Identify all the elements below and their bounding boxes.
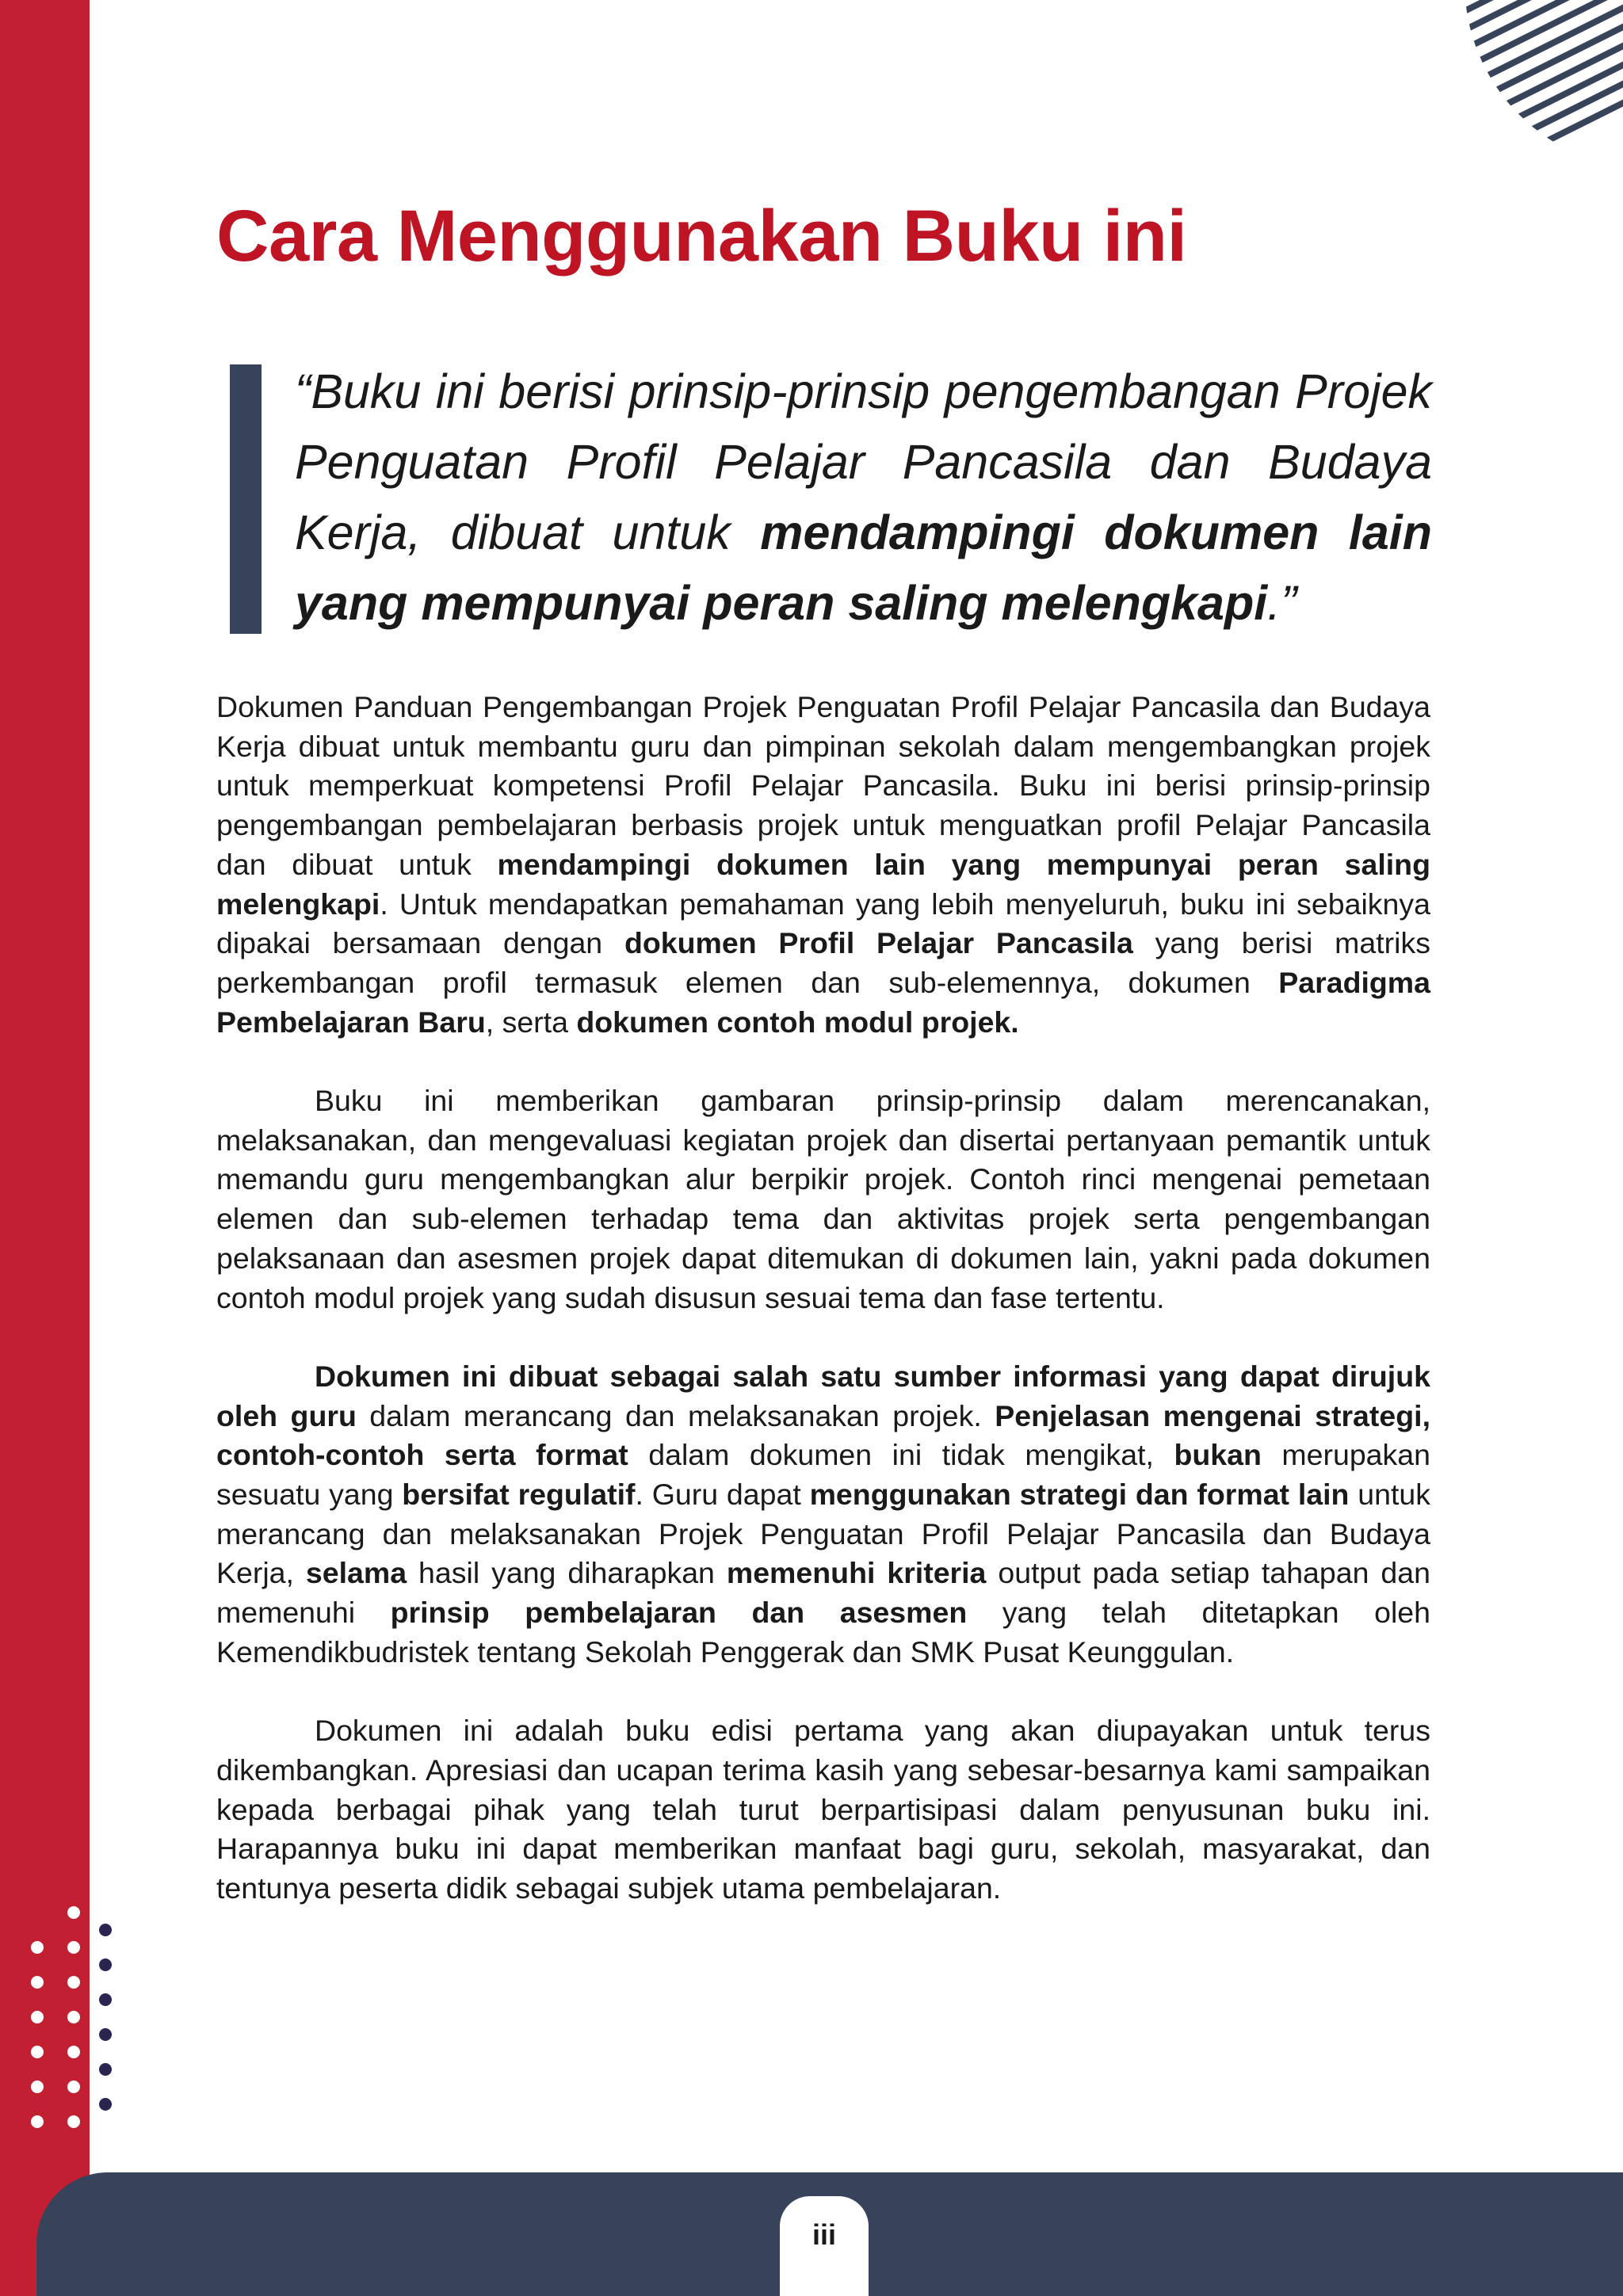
paragraph-3-emphasis: menggunakan strategi dan format lain (809, 1478, 1350, 1512)
pull-quote (295, 357, 1432, 639)
paragraph-3-emphasis: prinsip pembelajaran dan asesmen (390, 1596, 968, 1630)
paragraph-1-emphasis: dokumen Profil Pelajar Pancasila (624, 926, 1133, 960)
paragraph-2: Buku ini memberikan gambaran prinsip-prinsip dalam merencanakan, melaksanakan, dan mengevaluasi kegiatan projek dan disertai pertanyaan pemantik untuk memandu guru mengembangkan alur berpikir projek. Contoh rinci mengenai pemetaan elemen dan sub-elemen terhadap tema dan aktivitas projek serta pengembangan pelaksanaan dan asesmen projek dapat ditemukan di dokumen lain, yakni pada dokumen contoh modul projek yang sudah disusun sesuai tema dan fase tertentu. (216, 1084, 1430, 1314)
paragraph-1-emphasis: Paradigma Pembelajaran Baru (216, 965, 1430, 1039)
paragraph-3-emphasis: Penjelasan mengenai strategi, contoh-contoh serta format (216, 1398, 1430, 1472)
paragraph-3-emphasis: bukan (1174, 1438, 1262, 1472)
page-title: Cara Menggunakan Buku ini (216, 196, 1187, 277)
paragraph-4: Dokumen ini adalah buku edisi pertama yang akan diupayakan untuk terus dikembangkan. Apresiasi dan ucapan terima kasih yang sebesar-besarnya kami sampaikan kepada berbagai pihak yang telah turut berpartisipasi dalam penyusunan buku ini. Harapannya buku ini dapat memberikan manfaat bagi guru, sekolah, masyarakat, dan tentunya peserta didik sebagai subjek utama pembelajaran. (216, 1714, 1430, 1905)
quote-close: .” (1267, 576, 1297, 630)
paragraph-3-emphasis: bersifat regulatif (402, 1478, 636, 1512)
paragraph-3-emphasis: memenuhi kriteria (726, 1556, 987, 1590)
quote-accent-bar (230, 364, 262, 634)
striped-circle-decoration (1465, 0, 1623, 178)
paragraph-3-text: merupakan sesuatu yang (216, 1438, 1430, 1512)
quote-text: “Buku ini berisi prinsip-prinsip pengembangan Projek Penguatan Profil Pelajar Pancasila dan Budaya Kerja, dibuat untuk (295, 364, 1432, 559)
paragraph-1-text: Dokumen Panduan Pengembangan Projek Penguatan Profil Pelajar Pancasila dan Budaya Kerja dibuat untuk membantu guru dan pimpinan sekolah dalam mengembangkan projek untuk memperkuat kompetensi Profil Pelajar Pancasila. Buku ini berisi prinsip-prinsip pengembangan pembelajaran berbasis projek untuk menguatkan profil Pelajar Pancasila dan dibuat untuk (216, 690, 1430, 881)
paragraph-1-emphasis: dokumen contoh modul projek. (576, 1005, 1019, 1039)
paragraph-1-text: yang berisi matriks perkembangan profil termasuk elemen dan sub-elemennya, dokumen (216, 926, 1430, 999)
paragraph-3-text: hasil yang diharapkan (407, 1556, 727, 1590)
paragraph-3 (216, 1357, 1430, 1672)
paragraph-3-text: untuk merancang dan melaksanakan Projek Penguatan Profil Pelajar Pancasila dan Budaya Kerja, (216, 1478, 1431, 1590)
paragraph-3-emphasis: Dokumen ini dibuat sebagai salah satu sumber informasi yang dapat dirujuk oleh guru (216, 1359, 1430, 1432)
body-text (216, 688, 1430, 1947)
paragraph-3-text: . Guru dapat (635, 1478, 810, 1512)
paragraph-3-text: dalam merancang dan melaksanakan projek. (356, 1398, 995, 1432)
paragraph-3-emphasis: selama (305, 1556, 407, 1590)
paragraph-3-text: dalam dokumen ini tidak mengikat, (628, 1438, 1174, 1472)
paragraph-1-emphasis: mendampingi dokumen lain yang mempunyai peran saling melengkapi (216, 847, 1430, 921)
dot-grid-decoration (24, 1901, 135, 2131)
page-number: iii (812, 2218, 836, 2251)
paragraph-3-text: output pada setiap tahapan dan memenuhi (216, 1556, 1430, 1630)
quote-emphasis: mendampingi dokumen lain yang mempunyai peran saling melengkapi (295, 505, 1432, 630)
paragraph-1 (216, 688, 1430, 1042)
paragraph-3-text: yang telah ditetapkan oleh Kemendikbudristek tentang Sekolah Penggerak dan SMK Pusat Keunggulan. (216, 1596, 1431, 1669)
paragraph-1-text: . Untuk mendapatkan pemahaman yang lebih menyeluruh, buku ini sebaiknya dipakai bersamaan dengan (216, 887, 1430, 960)
paragraph-1-text: , serta (485, 1005, 577, 1039)
